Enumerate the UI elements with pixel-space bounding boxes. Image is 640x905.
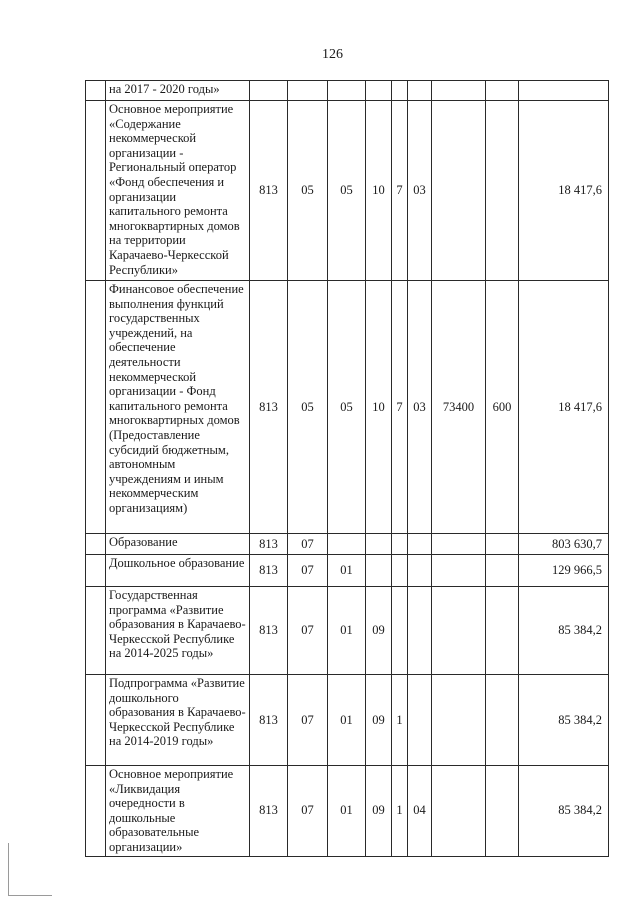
item-name-cell: Государственная программа «Развитие образования в Карачаево-Черкесской Республике на 2014-2025 годы» — [106, 587, 250, 675]
subsection-code-cell — [328, 534, 366, 555]
amount-cell: 129 966,5 — [519, 555, 609, 587]
item-name-cell: Подпрограмма «Развитие дошкольного образования в Карачаево-Черкесской Республике на 2014-2019 годы» — [106, 675, 250, 766]
table-row — [86, 555, 609, 587]
program-code-cell: 09 — [366, 766, 392, 857]
direction-code-cell: 73400 — [432, 281, 486, 534]
subsection-code-cell: 01 — [328, 587, 366, 675]
row-marker-cell — [86, 534, 106, 555]
row-marker-cell — [86, 281, 106, 534]
event-code-cell — [408, 587, 432, 675]
item-name-cell: Финансовое обеспечение выполнения функций государственных учреждений, на обеспечение деятельности некоммерческой организации - Фонд капитального ремонта многоквартирных домов (Предоставление субсидий бюджетным, автономным учреждениям и иным некоммерческим организациям) — [106, 281, 250, 534]
program-code-cell — [366, 81, 392, 101]
item-name-cell: на 2017 - 2020 годы» — [106, 81, 250, 101]
amount-cell — [519, 81, 609, 101]
budget-table — [85, 80, 609, 857]
table-row — [86, 675, 609, 766]
subsection-code-cell: 05 — [328, 281, 366, 534]
subsection-code-cell — [328, 81, 366, 101]
scan-margin-line — [8, 843, 9, 895]
page-number: 126 — [322, 47, 343, 62]
table-row — [86, 101, 609, 281]
table-row — [86, 587, 609, 675]
section-code-cell: 05 — [288, 281, 328, 534]
admin-code-cell: 813 — [250, 766, 288, 857]
program-code-cell: 09 — [366, 587, 392, 675]
subsection-code-cell: 01 — [328, 555, 366, 587]
event-code-cell: 03 — [408, 281, 432, 534]
section-code-cell: 07 — [288, 675, 328, 766]
expense-type-cell — [486, 766, 519, 857]
table-row — [86, 534, 609, 555]
subprogram-code-cell: 7 — [392, 101, 408, 281]
item-name-cell: Основное мероприятие «Содержание некоммерческой организации - Региональный оператор «Фонд обеспечения и организации капитального ремонта многоквартирных домов на территории Карачаево-Черкесской Республики» — [106, 101, 250, 281]
amount-cell: 803 630,7 — [519, 534, 609, 555]
program-code-cell: 10 — [366, 281, 392, 534]
amount-cell: 18 417,6 — [519, 101, 609, 281]
admin-code-cell: 813 — [250, 555, 288, 587]
direction-code-cell — [432, 81, 486, 101]
event-code-cell — [408, 534, 432, 555]
program-code-cell — [366, 555, 392, 587]
table-row — [86, 281, 609, 534]
expense-type-cell — [486, 534, 519, 555]
amount-cell: 85 384,2 — [519, 766, 609, 857]
table-row — [86, 766, 609, 857]
section-code-cell: 07 — [288, 766, 328, 857]
direction-code-cell — [432, 587, 486, 675]
direction-code-cell — [432, 675, 486, 766]
admin-code-cell: 813 — [250, 587, 288, 675]
subsection-code-cell: 01 — [328, 675, 366, 766]
event-code-cell — [408, 555, 432, 587]
direction-code-cell — [432, 766, 486, 857]
direction-code-cell — [432, 101, 486, 281]
admin-code-cell: 813 — [250, 534, 288, 555]
expense-type-cell — [486, 675, 519, 766]
subprogram-code-cell — [392, 534, 408, 555]
subprogram-code-cell — [392, 587, 408, 675]
expense-type-cell — [486, 81, 519, 101]
program-code-cell: 10 — [366, 101, 392, 281]
subprogram-code-cell: 1 — [392, 766, 408, 857]
direction-code-cell — [432, 555, 486, 587]
section-code-cell: 05 — [288, 101, 328, 281]
event-code-cell: 03 — [408, 101, 432, 281]
row-marker-cell — [86, 101, 106, 281]
amount-cell: 85 384,2 — [519, 587, 609, 675]
expense-type-cell — [486, 587, 519, 675]
section-code-cell: 07 — [288, 587, 328, 675]
admin-code-cell: 813 — [250, 675, 288, 766]
table-row — [86, 81, 609, 101]
amount-cell: 85 384,2 — [519, 675, 609, 766]
subprogram-code-cell: 7 — [392, 281, 408, 534]
section-code-cell: 07 — [288, 534, 328, 555]
scan-corner-line — [8, 895, 52, 896]
row-marker-cell — [86, 587, 106, 675]
direction-code-cell — [432, 534, 486, 555]
amount-cell: 18 417,6 — [519, 281, 609, 534]
subprogram-code-cell: 1 — [392, 675, 408, 766]
admin-code-cell: 813 — [250, 101, 288, 281]
row-marker-cell — [86, 766, 106, 857]
subsection-code-cell: 05 — [328, 101, 366, 281]
program-code-cell — [366, 534, 392, 555]
program-code-cell: 09 — [366, 675, 392, 766]
item-name-cell: Образование — [106, 534, 250, 555]
admin-code-cell: 813 — [250, 281, 288, 534]
section-code-cell: 07 — [288, 555, 328, 587]
item-name-cell: Основное мероприятие «Ликвидация очередности в дошкольные образовательные организации» — [106, 766, 250, 857]
subprogram-code-cell — [392, 555, 408, 587]
expense-type-cell — [486, 101, 519, 281]
row-marker-cell — [86, 555, 106, 587]
event-code-cell: 04 — [408, 766, 432, 857]
subprogram-code-cell — [392, 81, 408, 101]
section-code-cell — [288, 81, 328, 101]
row-marker-cell — [86, 81, 106, 101]
expense-type-cell: 600 — [486, 281, 519, 534]
event-code-cell — [408, 81, 432, 101]
event-code-cell — [408, 675, 432, 766]
expense-type-cell — [486, 555, 519, 587]
row-marker-cell — [86, 675, 106, 766]
subsection-code-cell: 01 — [328, 766, 366, 857]
item-name-cell: Дошкольное образование — [106, 555, 250, 587]
admin-code-cell — [250, 81, 288, 101]
